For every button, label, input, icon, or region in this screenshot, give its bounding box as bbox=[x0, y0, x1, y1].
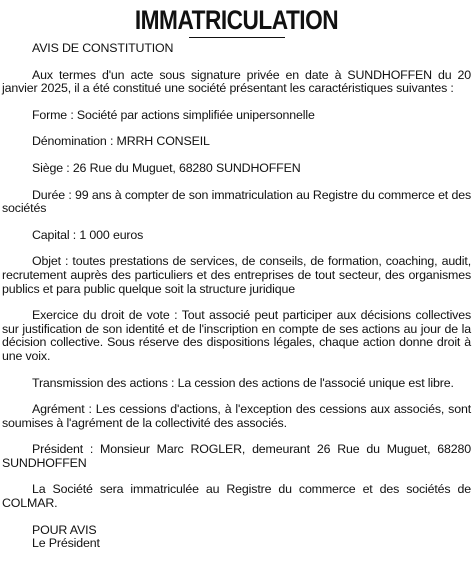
president: Président : Monsieur Marc ROGLER, demeurant 26 Rue du Muguet, 68280 SUNDHOFFEN bbox=[2, 442, 471, 470]
heading-underline bbox=[189, 37, 285, 38]
registration-statement: La Société sera immatriculée au Registre du commerce et des sociétés de COLMAR. bbox=[2, 482, 471, 511]
registered-office: Siège : 26 Rue du Muguet, 68280 SUNDHOFFEN bbox=[32, 160, 301, 175]
company-form: Forme : Société par actions simplifiée unipersonnelle bbox=[32, 107, 315, 122]
notice-type: AVIS DE CONSTITUTION bbox=[32, 41, 174, 55]
company-name: Dénomination : MRRH CONSEIL bbox=[32, 134, 210, 149]
deed-intro-paragraph: Aux termes d'un acte sous signature privée en date à SUNDHOFFEN du 20 janvier 2025, il a été constitué une société présentant les caractéristiques suivantes : bbox=[2, 67, 471, 96]
notice-body bbox=[2, 42, 471, 551]
approval-clause: Agrément : Les cessions d'actions, à l'exception des cessions aux associés, sont soumises à l'agrément de la collectivité des associés. bbox=[2, 402, 471, 430]
voting-rights: Exercice du droit de vote : Tout associé peut participer aux décisions collectives sur justification de son identité et de l'inscription en compte de ses actions au jour de la décision collective. Sous réserve des dispositions légales, chaque action donne droit à une voix. bbox=[2, 308, 471, 363]
signatory: Le Président bbox=[32, 536, 100, 551]
company-duration: Durée : 99 ans à compter de son immatriculation au Registre du commerce et des sociétés bbox=[2, 187, 471, 216]
corporate-purpose: Objet : toutes prestations de services, de conseils, de formation, coaching, audit, recrutement auprès des particuliers et des entreprises de tout secteur, des organismes publics et para public quelque soit la structure juridique bbox=[2, 254, 471, 296]
notice-heading: IMMATRICULATION bbox=[134, 5, 339, 35]
share-capital: Capital : 1 000 euros bbox=[32, 227, 144, 242]
closing-line: POUR AVIS bbox=[32, 522, 97, 537]
share-transfer: Transmission des actions : La cession des actions de l'associé unique est libre. bbox=[32, 375, 454, 390]
